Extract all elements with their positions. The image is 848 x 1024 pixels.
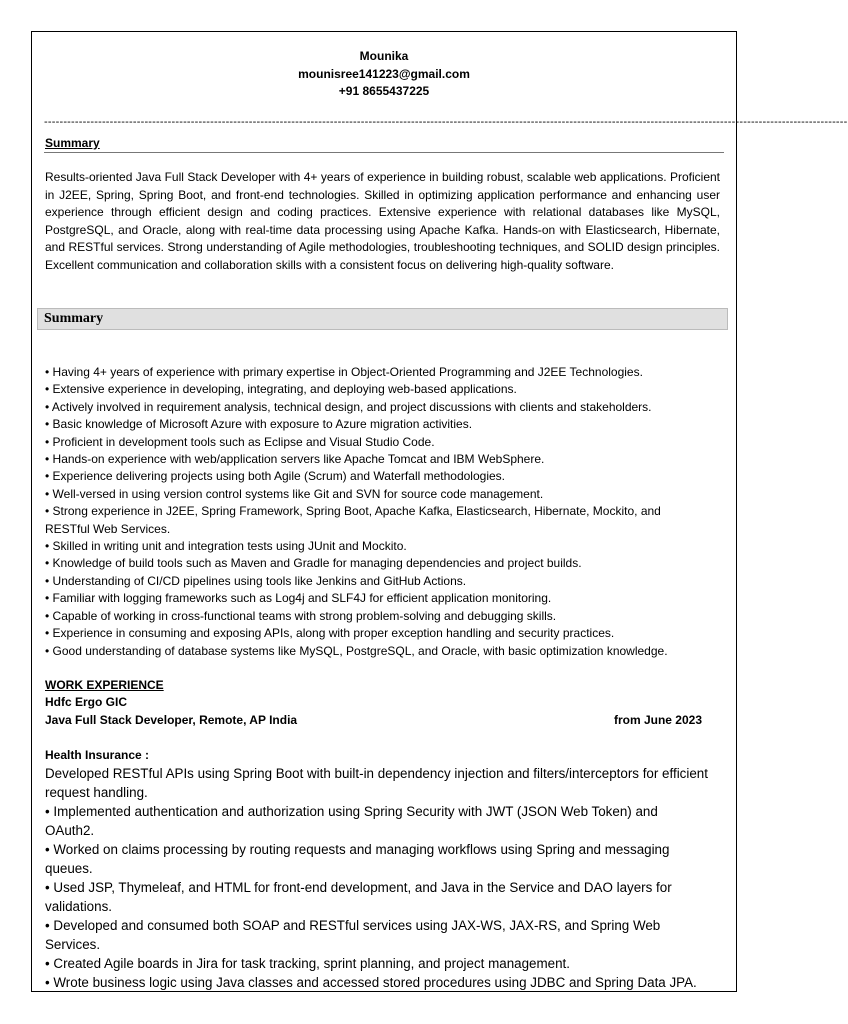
bullet-item: • Extensive experience in developing, integrating, and deploying web-based applications. [45, 382, 517, 397]
bullet-item: • Well-versed in using version control systems like Git and SVN for source code management. [45, 486, 544, 501]
detail-item: • Created Agile boards in Jira for task tracking, sprint planning, and project management. [45, 956, 570, 971]
bullet-item: • Proficient in development tools such as Eclipse and Visual Studio Code. [45, 434, 435, 449]
bullet-item: • Having 4+ years of experience with primary expertise in Object-Oriented Programming and J2EE Technologies. [45, 365, 643, 379]
detail-item: • Developed and consumed both SOAP and RESTful services using JAX-WS, JAX-RS, and Spring Web Services. [45, 918, 661, 952]
project-details [45, 764, 708, 992]
detail-item: • Used JSP, Thymeleaf, and HTML for front-end development, and Java in the Service and DAO layers for validations. [45, 880, 672, 914]
summary-bullet-list [45, 364, 708, 660]
bullet-item: • Strong experience in J2EE, Spring Framework, Spring Boot, Apache Kafka, Elasticsearch, Hibernate, Mockito, and RESTful Web Services. [45, 504, 661, 536]
candidate-email: mounisree141223@gmail.com [298, 66, 470, 81]
summary-heading: Summary [45, 136, 100, 150]
candidate-phone: +91 8655437225 [338, 84, 430, 98]
summary-rule [44, 152, 724, 153]
detail-item: • Worked on claims processing by routing requests and managing workflows using Spring and messaging queues. [45, 842, 670, 876]
resume-page [31, 31, 848, 992]
bullet-item: • Hands-on experience with web/application servers like Apache Tomcat and IBM WebSphere. [45, 452, 545, 467]
bullet-item: • Knowledge of build tools such as Maven and Gradle for managing dependencies and project builds. [45, 556, 582, 571]
job-role: Java Full Stack Developer, Remote, AP India [45, 713, 298, 727]
bullet-item: • Actively involved in requirement analysis, technical design, and project discussions with clients and stakeholders. [45, 399, 652, 414]
bullet-item: • Skilled in writing unit and integration tests using JUnit and Mockito. [45, 539, 407, 554]
candidate-name: Mounika [359, 49, 409, 63]
bullet-item: • Capable of working in cross-functional teams with strong problem-solving and debugging skills. [45, 608, 557, 623]
bullet-item: • Experience delivering projects using both Agile (Scrum) and Waterfall methodologies. [45, 469, 505, 484]
detail-item: • Implemented authentication and authorization using Spring Security with JWT (JSON Web Token) and OAuth2. [45, 804, 658, 838]
bullet-item: • Understanding of CI/CD pipelines using tools like Jenkins and GitHub Actions. [45, 573, 467, 588]
project-title: Health Insurance : [45, 748, 150, 762]
bullet-item: • Experience in consuming and exposing APIs, along with proper exception handling and security practices. [45, 626, 615, 641]
dashed-divider: ---------------------------------------------------------------------------------------------------------------------------------------------------------------------------------------------------------------- [44, 116, 848, 128]
bullet-item: • Familiar with logging frameworks such as Log4j and SLF4J for efficient application monitoring. [45, 591, 552, 606]
summary-section-bar [37, 308, 728, 330]
detail-item: Developed RESTful APIs using Spring Boot with built-in dependency injection and filters/interceptors for efficient request handling. [45, 766, 708, 800]
bullet-item: • Good understanding of database systems like MySQL, PostgreSQL, and Oracle, with basic optimization knowledge. [45, 643, 668, 658]
summary-section-title: Summary [44, 311, 104, 326]
company-name: Hdfc Ergo GIC [45, 695, 128, 709]
contact-header [32, 48, 736, 101]
bullet-item: • Basic knowledge of Microsoft Azure with exposure to Azure migration activities. [45, 417, 473, 432]
job-date: from June 2023 [613, 713, 702, 727]
work-experience-heading: WORK EXPERIENCE [45, 678, 164, 692]
summary-paragraph: Results-oriented Java Full Stack Developer with 4+ years of experience in building robust, scalable web applications. Proficient in J2EE, Spring, Spring Boot, and front-end technologies. Skilled in optimizing application performance and enhancing user experience through efficient design and coding practices. Extensive experience with relational databases like MySQL, PostgreSQL, and Oracle, along with real-time data processing using Apache Kafka. Hands-on with Elasticsearch, Hibernate, and RESTful services. Strong understanding of Agile methodologies, troubleshooting techniques, and SOLID design principles. Excellent communication and collaboration skills with a consistent focus on delivering high-quality software. [45, 170, 720, 272]
detail-item: • Wrote business logic using Java classes and accessed stored procedures using JDBC and Spring Data JPA. [45, 975, 697, 990]
